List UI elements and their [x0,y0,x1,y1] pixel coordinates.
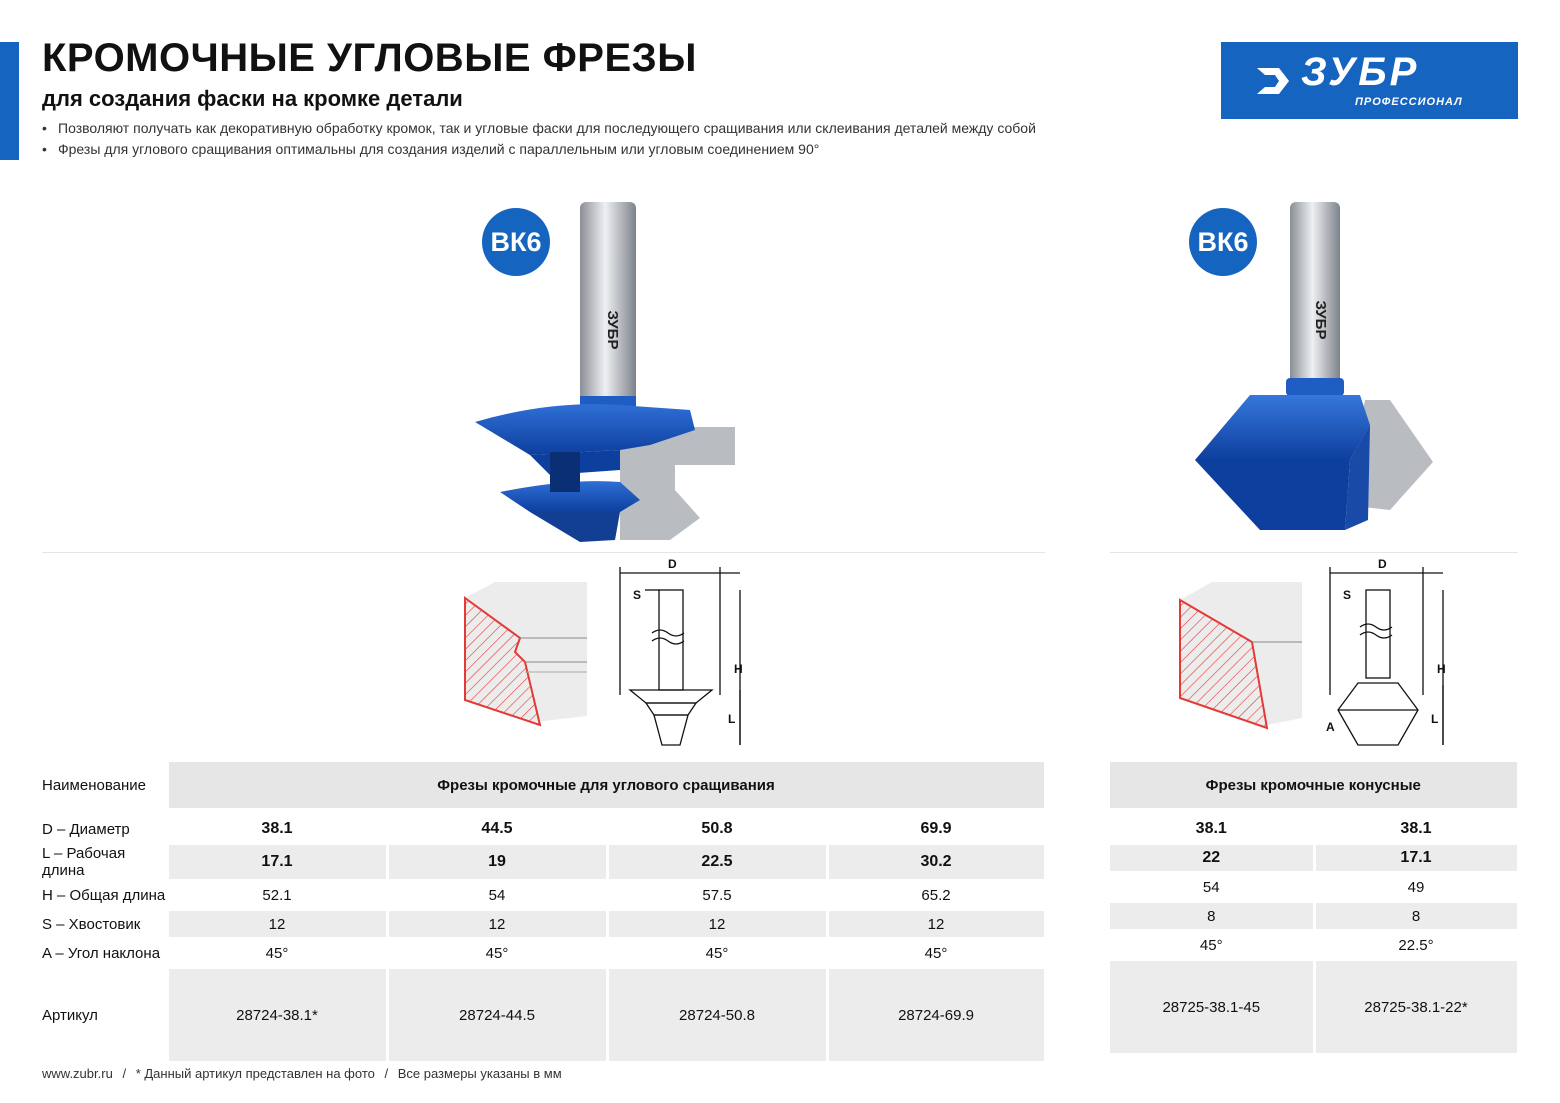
table-row [1110,816,1518,844]
dimension-drawing-right [1318,555,1458,750]
row-label: A – Угол наклона [42,939,167,968]
article-cell: 28724-38.1* [167,968,387,1062]
cell: 38.1 [1314,816,1518,844]
section-divider [42,552,1045,553]
cell: 54 [1110,873,1314,902]
cell: 45° [167,939,387,968]
row-label: Артикул [42,968,167,1062]
article-cell: 28724-69.9 [827,968,1045,1062]
dim-label-s: S [633,588,642,602]
table-row [42,844,1045,881]
dim-label-d: D [1378,557,1387,571]
cell: 45° [607,939,827,968]
cell: 12 [607,910,827,939]
cell: 12 [167,910,387,939]
page-subtitle: для создания фаски на кромке детали [42,86,463,111]
cell: 54 [387,881,607,910]
table-row [42,968,1045,1062]
dim-label-a: A [1326,720,1335,734]
table-row [1110,873,1518,902]
cell: 12 [387,910,607,939]
feature-item: • Фрезы для углового сращивания оптимальны для создания изделий с параллельным или угловым соединением 90° [42,139,1036,160]
group-title: Фрезы кромочные для углового сращивания [167,762,1045,808]
router-bit-photo-right [1190,200,1440,545]
article-cell: 28725-38.1-22* [1314,960,1518,1054]
footer [42,1066,568,1081]
cell: 52.1 [167,881,387,910]
cell: 19 [387,844,607,881]
footer-separator: / [122,1066,127,1081]
cell: 44.5 [387,816,607,844]
row-label: L – Рабочая длина [42,844,167,881]
dim-label-s: S [1343,588,1352,602]
table-row [1110,960,1518,1054]
dimension-drawing-left [600,555,760,750]
cell: 17.1 [1314,844,1518,873]
group-title: Фрезы кромочные конусные [1110,762,1518,808]
page-title: КРОМОЧНЫЕ УГЛОВЫЕ ФРЕЗЫ [42,36,697,80]
cell: 38.1 [167,816,387,844]
feature-item: • Позволяют получать как декоративную обработку кромок, так и угловые фаски для последующего сращивания или склеивания деталей между собой [42,118,1036,139]
feature-list [42,118,1036,160]
name-header: Наименование [42,762,167,808]
cell: 69.9 [827,816,1045,844]
section-divider [1110,552,1518,553]
accent-bar [0,42,19,160]
cell: 30.2 [827,844,1045,881]
row-label: D – Диаметр [42,816,167,844]
article-cell: 28725-38.1-45 [1110,960,1314,1054]
brand-name: ЗУБР [1301,50,1420,94]
cell: 49 [1314,873,1518,902]
table-row [1110,844,1518,873]
cell: 45° [827,939,1045,968]
dim-label-l: L [728,712,736,726]
table-row [1110,902,1518,931]
shank-mark: ЗУБР [604,310,621,350]
article-cell: 28724-50.8 [607,968,827,1062]
footer-note: * Данный артикул представлен на фото [135,1066,375,1081]
cell: 45° [387,939,607,968]
spec-table-right [1110,762,1520,1053]
shank-mark: ЗУБР [1312,300,1329,340]
row-label: S – Хвостовик [42,910,167,939]
cell: 57.5 [607,881,827,910]
cell: 17.1 [167,844,387,881]
router-bit-photo-left [470,200,750,545]
cell: 38.1 [1110,816,1314,844]
carbide-badge: ВК6 [482,208,550,276]
row-label: H – Общая длина [42,881,167,910]
profile-drawing-left [455,580,590,730]
dim-label-d: D [668,557,677,571]
profile-drawing-right [1172,580,1307,730]
cell: 8 [1314,902,1518,931]
spec-table-left [42,762,1047,1061]
brand-tagline: ПРОФЕССИОНАЛ [1355,96,1463,108]
footer-units: Все размеры указаны в мм [397,1066,562,1081]
dim-label-h: H [1437,662,1446,676]
cell: 22.5° [1314,931,1518,960]
table-row [42,816,1045,844]
dim-label-l: L [1431,712,1439,726]
dim-label-h: H [734,662,743,676]
cell: 65.2 [827,881,1045,910]
article-cell: 28724-44.5 [387,968,607,1062]
table-row [42,910,1045,939]
site-link[interactable]: www.zubr.ru [42,1066,113,1081]
cell: 22 [1110,844,1314,873]
cell: 12 [827,910,1045,939]
brand-mark-icon [1255,60,1297,102]
footer-separator: / [384,1066,389,1081]
brand-logo[interactable] [1221,42,1518,119]
table-row [42,939,1045,968]
cell: 22.5 [607,844,827,881]
cell: 45° [1110,931,1314,960]
table-row [1110,931,1518,960]
cell: 8 [1110,902,1314,931]
carbide-badge: ВК6 [1189,208,1257,276]
cell: 50.8 [607,816,827,844]
table-row [42,881,1045,910]
